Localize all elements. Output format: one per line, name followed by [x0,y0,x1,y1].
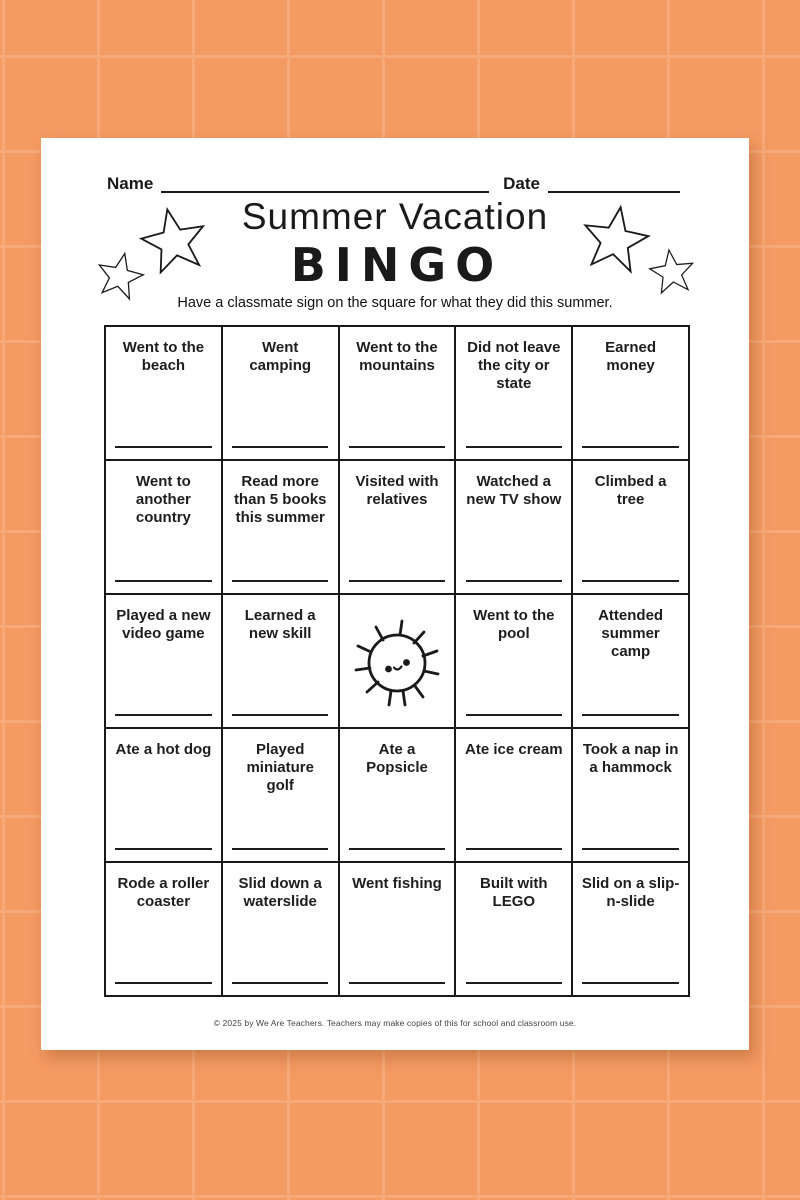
signature-line[interactable] [466,848,562,850]
bingo-cell-r4c4[interactable] [456,729,571,861]
bingo-cell-text: Slid on a slip-n-slide [581,875,680,910]
page-title-bingo: BINGO [290,238,504,293]
signature-line[interactable] [115,580,211,582]
name-write-line[interactable] [161,175,489,193]
bingo-cell-r3c5[interactable] [573,595,688,727]
bingo-cell-text: Went fishing [352,875,442,892]
signature-line[interactable] [232,446,328,448]
signature-line[interactable] [232,982,328,984]
bingo-cell-r5c3[interactable] [340,863,455,995]
bingo-cell-r3c2[interactable] [223,595,338,727]
bingo-cell-r4c2[interactable] [223,729,338,861]
signature-line[interactable] [349,982,445,984]
signature-line[interactable] [582,580,678,582]
bingo-cell-r4c3[interactable] [340,729,455,861]
bingo-cell-text: Went to another country [135,473,191,526]
bingo-cell-text: Attended summer camp [598,607,664,660]
bingo-cell-text: Read more than 5 books this summer [233,473,327,526]
bingo-cell-text: Built with LEGO [480,875,548,910]
signature-line[interactable] [349,848,445,850]
instructions-text: Have a classmate sign on the square for what they did this summer. [177,295,613,312]
bingo-cell-text: Played a new video game [116,607,211,642]
name-label: Name [107,174,154,193]
bingo-cell-text: Did not leave the city or state [467,339,561,392]
bingo-cell-r2c4[interactable] [456,461,571,593]
signature-line[interactable] [466,580,562,582]
bingo-cell-r3c3[interactable] [340,595,455,727]
date-write-line[interactable] [548,175,680,193]
bingo-cell-r3c1[interactable] [106,595,221,727]
signature-line[interactable] [349,446,445,448]
name-date-row [107,175,680,193]
bingo-cell-r1c4[interactable] [456,327,571,459]
bingo-cell-text: Went camping [249,339,312,374]
bingo-cell-text: Went to the mountains [356,339,438,374]
bingo-cell-r4c5[interactable] [573,729,688,861]
page-title: Summer Vacation [241,196,549,237]
bingo-cell-r1c2[interactable] [223,327,338,459]
bingo-cell-text: Ate a hot dog [115,741,212,758]
bingo-cell-r5c5[interactable] [573,863,688,995]
bingo-cell-text: Rode a roller coaster [117,875,210,910]
bingo-cell-text: Watched a new TV show [466,473,562,508]
bingo-cell-text: Took a nap in a hammock [582,741,679,776]
bingo-cell-r5c4[interactable] [456,863,571,995]
signature-line[interactable] [349,580,445,582]
signature-line[interactable] [115,714,211,716]
signature-line[interactable] [115,848,211,850]
signature-line[interactable] [466,714,562,716]
bingo-cell-text: Learned a new skill [244,607,316,642]
signature-line[interactable] [115,982,211,984]
signature-line[interactable] [232,848,328,850]
signature-line[interactable] [232,714,328,716]
signature-line[interactable] [582,982,678,984]
date-label: Date [503,174,540,193]
bingo-cell-r5c2[interactable] [223,863,338,995]
bingo-cell-text: Climbed a tree [594,473,667,508]
bingo-cell-text: Slid down a waterslide [238,875,322,910]
signature-line[interactable] [582,446,678,448]
bingo-cell-r2c3[interactable] [340,461,455,593]
signature-line[interactable] [466,446,562,448]
bingo-cell-text: Went to the pool [473,607,555,642]
bingo-cell-r2c2[interactable] [223,461,338,593]
signature-line[interactable] [582,848,678,850]
signature-line[interactable] [115,446,211,448]
bingo-grid [104,325,690,997]
bingo-cell-r2c5[interactable] [573,461,688,593]
bingo-cell-text: Ate ice cream [465,741,563,758]
bingo-cell-r1c3[interactable] [340,327,455,459]
bingo-cell-r2c1[interactable] [106,461,221,593]
bingo-cell-r1c5[interactable] [573,327,688,459]
bingo-cell-text: Played miniature golf [246,741,314,794]
bingo-cell-r5c1[interactable] [106,863,221,995]
bingo-cell-text: Earned money [605,339,657,374]
signature-line[interactable] [582,714,678,716]
signature-line[interactable] [466,982,562,984]
bingo-cell-r4c1[interactable] [106,729,221,861]
worksheet-header [41,194,749,311]
worksheet-page [41,138,749,1050]
signature-line[interactable] [232,580,328,582]
bingo-cell-r1c1[interactable] [106,327,221,459]
copyright-text: © 2025 by We Are Teachers. Teachers may make copies of this for school and classroom use. [213,1018,577,1028]
bingo-cell-text: Ate a Popsicle [366,741,428,776]
bingo-cell-r3c4[interactable] [456,595,571,727]
sun-smiley-icon [347,609,447,713]
bingo-cell-text: Visited with relatives [355,473,439,508]
bingo-cell-text: Went to the beach [122,339,205,374]
